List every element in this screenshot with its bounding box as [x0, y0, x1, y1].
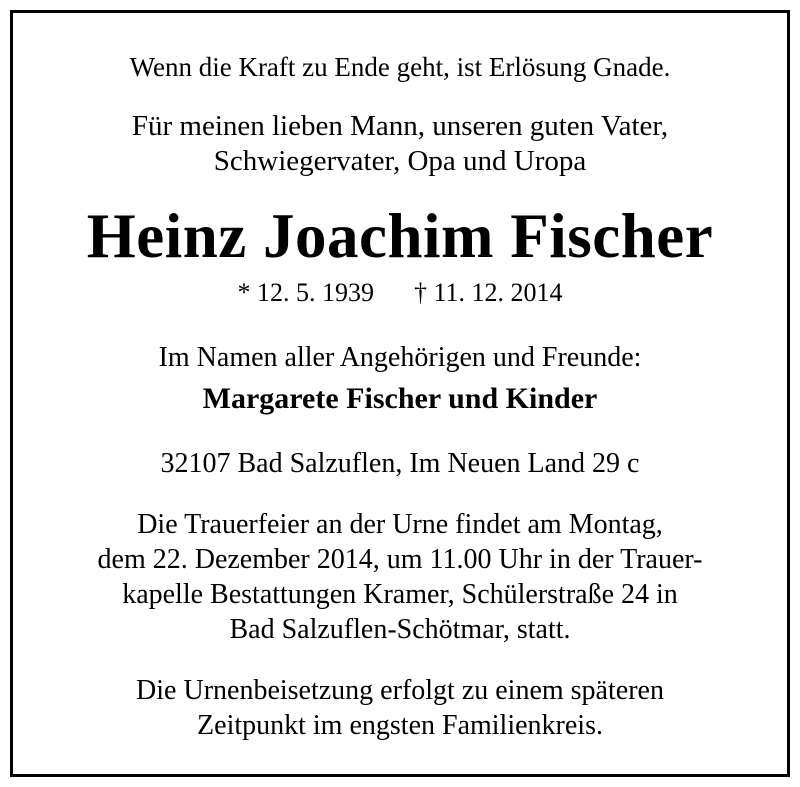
service-line-4: Bad Salzuflen-Schötmar, statt. — [229, 614, 571, 645]
on-behalf-line: Im Namen aller Angehörigen und Freunde: — [158, 342, 642, 373]
burial-line-2: Zeitpunkt im engsten Familienkreis. — [197, 710, 603, 741]
service-line-1: Die Trauerfeier an der Urne findet am Montag, — [137, 509, 663, 540]
birth-date: * 12. 5. 1939 — [237, 278, 374, 307]
intro-line-1: Für meinen lieben Mann, unseren guten Vater, — [131, 110, 669, 142]
life-dates — [10, 277, 790, 309]
mourners-names: Margarete Fischer und Kinder — [202, 382, 598, 415]
death-date: † 11. 12. 2014 — [413, 278, 563, 307]
burial-line-1: Die Urnenbeisetzung erfolgt zu einem späteren — [136, 675, 664, 706]
address: 32107 Bad Salzuflen, Im Neuen Land 29 c — [160, 448, 640, 479]
service-line-3: kapelle Bestattungen Kramer, Schülerstraße 24 in — [122, 579, 678, 610]
service-line-2: dem 22. Dezember 2014, um 11.00 Uhr in der Trauer- — [97, 544, 703, 575]
deceased-name: Heinz Joachim Fischer — [86, 201, 714, 271]
intro-line-2: Schwiegervater, Opa und Uropa — [213, 145, 587, 177]
motto: Wenn die Kraft zu Ende geht, ist Erlösung Gnade. — [129, 52, 671, 82]
